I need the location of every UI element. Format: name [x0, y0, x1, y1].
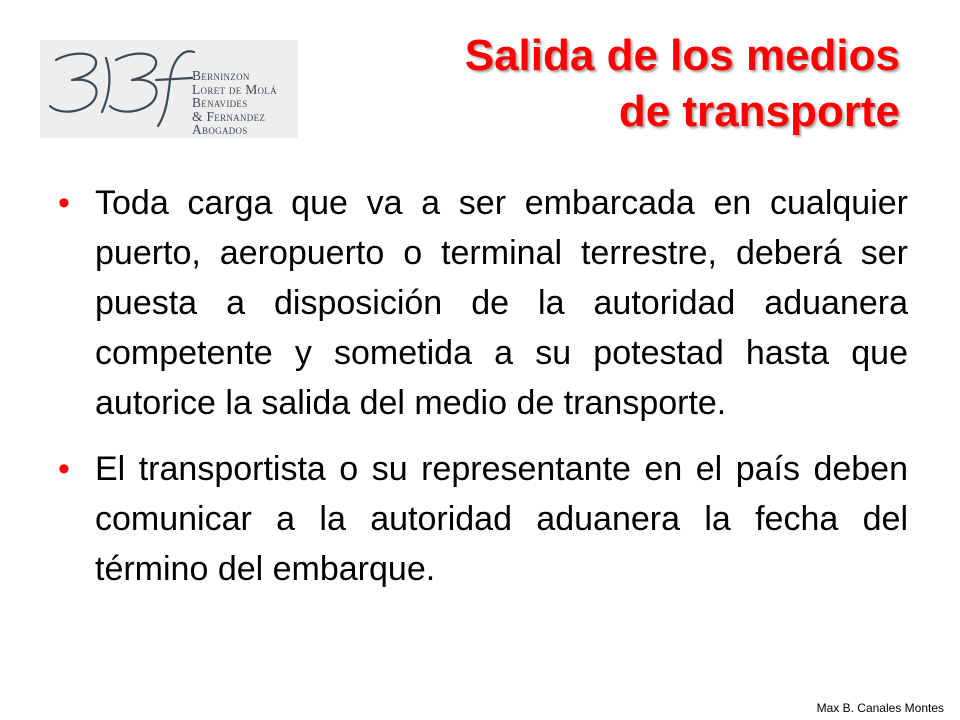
firm-name-line: & Fernandez [192, 108, 266, 124]
firm-name-line: Loret de Molá [192, 81, 277, 97]
firm-logo [40, 40, 298, 138]
bullet-dot-icon: • [58, 450, 70, 488]
firm-name-line: Berninzon [192, 68, 250, 83]
slide-title-line-1: Salida de los medios [464, 31, 900, 80]
firm-name-line: Benavides [192, 95, 248, 110]
monogram-logo-icon [46, 46, 196, 132]
bullet-dot-icon: • [58, 184, 70, 222]
slide-title [465, 28, 900, 140]
bullet-list [55, 178, 908, 610]
bullet-text: El transportista o su representante en el país deben comunicar a la autoridad aduanera la fecha del término del embarque. [95, 450, 908, 588]
firm-name-line: Abogados [192, 122, 248, 137]
author-footer: Max B. Canales Montes [816, 701, 944, 715]
bullet-item [55, 444, 908, 594]
bullet-text: Toda carga que va a ser embarcada en cualquier puerto, aeropuerto o terminal terrestre, deberá ser puesta a disposición de la autoridad aduanera competente y sometida a su potestad hasta que autorice la salida del medio de transporte. [95, 184, 908, 422]
bullet-item [55, 178, 908, 428]
slide-title-line-2: de transporte [618, 87, 900, 136]
firm-name [192, 69, 277, 137]
